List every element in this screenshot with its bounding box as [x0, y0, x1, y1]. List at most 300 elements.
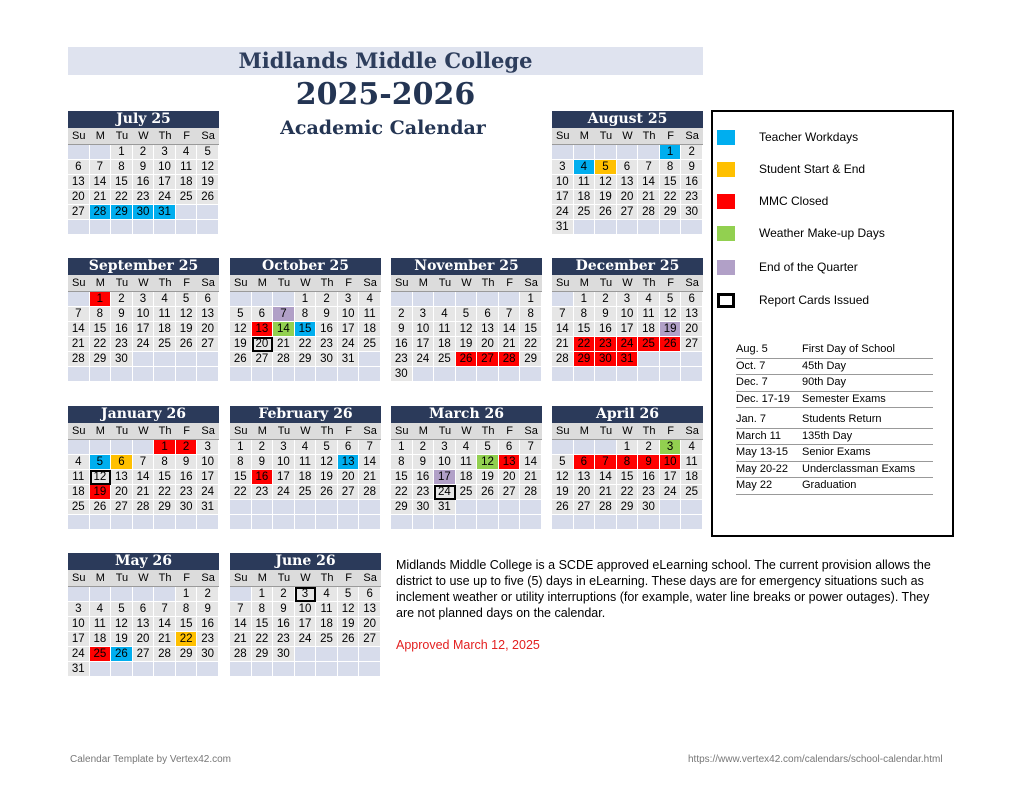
month-10 [68, 553, 219, 677]
weekday-label: Su [234, 277, 248, 289]
day-cell: 14 [90, 175, 112, 190]
day-cell: 1 [660, 145, 682, 160]
empty-cell [338, 500, 360, 515]
day-cell: 29 [574, 352, 596, 367]
empty-cell [477, 292, 499, 307]
day-cell: 5 [197, 145, 219, 160]
day-cell: 21 [595, 485, 617, 500]
day-cell: 31 [434, 500, 456, 515]
day-cell: 19 [197, 175, 219, 190]
day-cell: 22 [295, 337, 317, 352]
day-cell: 26 [477, 485, 499, 500]
weekday-label: Su [395, 277, 409, 289]
day-cell: 3 [197, 440, 219, 455]
empty-cell [359, 500, 381, 515]
day-cell: 19 [595, 190, 617, 205]
day-cell: 9 [316, 307, 338, 322]
day-cell: 29 [617, 500, 639, 515]
empty-cell [499, 500, 521, 515]
day-cell: 15 [90, 322, 112, 337]
day-cell: 19 [230, 337, 252, 352]
day-cell: 3 [660, 440, 682, 455]
empty-cell [154, 220, 176, 235]
day-cell: 31 [552, 220, 574, 235]
day-cell: 10 [660, 455, 682, 470]
day-cell: 1 [520, 292, 542, 307]
weekday-label: M [95, 572, 105, 584]
day-cell: 18 [456, 470, 478, 485]
day-cell: 20 [338, 470, 360, 485]
empty-cell [273, 662, 295, 677]
weekday-label: Tu [599, 130, 613, 142]
day-cell: 4 [456, 440, 478, 455]
day-cell: 31 [197, 500, 219, 515]
day-cell: 30 [413, 500, 435, 515]
weekday-label: Su [72, 130, 86, 142]
day-cell: 6 [499, 440, 521, 455]
day-cell: 13 [574, 470, 596, 485]
day-cell: 19 [111, 632, 133, 647]
event-name: Students Return [802, 413, 882, 425]
empty-cell [68, 587, 90, 602]
empty-cell [90, 367, 112, 382]
weekday-label: Sa [363, 572, 377, 584]
day-cell: 8 [176, 602, 198, 617]
day-cell: 31 [154, 205, 176, 220]
empty-cell [68, 220, 90, 235]
day-cell: 2 [638, 440, 660, 455]
footer-url[interactable]: https://www.vertex42.com/calendars/school-calendar.html [688, 754, 943, 765]
day-cell: 22 [574, 337, 596, 352]
day-cell: 10 [413, 322, 435, 337]
weekday-label: Tu [277, 572, 291, 584]
day-cell: 24 [434, 485, 456, 500]
empty-cell [681, 367, 703, 382]
empty-cell [316, 515, 338, 530]
empty-cell [133, 352, 155, 367]
weekday-label: M [95, 425, 105, 437]
day-cell: 27 [197, 337, 219, 352]
empty-cell [316, 367, 338, 382]
day-cell: 3 [617, 292, 639, 307]
day-cell: 26 [197, 190, 219, 205]
empty-cell [230, 500, 252, 515]
day-cell: 28 [359, 485, 381, 500]
day-cell: 25 [638, 337, 660, 352]
day-cell: 4 [359, 292, 381, 307]
day-cell: 2 [391, 307, 413, 322]
weekday-header [68, 275, 219, 292]
empty-cell [520, 367, 542, 382]
day-cell: 29 [660, 205, 682, 220]
day-cell: 19 [456, 337, 478, 352]
empty-cell [273, 367, 295, 382]
weekday-label: W [138, 425, 149, 437]
day-cell: 11 [681, 455, 703, 470]
empty-cell [295, 367, 317, 382]
event-row [736, 429, 933, 446]
empty-cell [617, 220, 639, 235]
empty-cell [413, 292, 435, 307]
events-list [736, 342, 933, 495]
empty-cell [391, 515, 413, 530]
day-cell: 7 [638, 160, 660, 175]
empty-cell [499, 515, 521, 530]
day-cell: 28 [133, 500, 155, 515]
weekday-label: W [300, 572, 311, 584]
weekday-label: W [622, 130, 633, 142]
day-cell: 28 [638, 205, 660, 220]
empty-cell [295, 500, 317, 515]
weekday-header [391, 423, 542, 440]
day-cell: 28 [90, 205, 112, 220]
day-cell: 19 [176, 322, 198, 337]
empty-cell [499, 292, 521, 307]
empty-cell [391, 292, 413, 307]
empty-cell [230, 367, 252, 382]
day-cell: 23 [252, 485, 274, 500]
day-cell: 20 [68, 190, 90, 205]
day-cell: 20 [133, 632, 155, 647]
weekday-header [68, 128, 219, 145]
day-cell: 11 [154, 307, 176, 322]
day-cell: 5 [90, 455, 112, 470]
weekday-header [230, 423, 381, 440]
day-cell: 21 [552, 337, 574, 352]
day-cell: 24 [413, 352, 435, 367]
day-cell: 18 [295, 470, 317, 485]
day-cell: 28 [154, 647, 176, 662]
day-cell: 16 [111, 322, 133, 337]
empty-cell [154, 367, 176, 382]
month-6 [68, 406, 219, 530]
empty-cell [617, 367, 639, 382]
empty-cell [552, 145, 574, 160]
day-cell: 10 [68, 617, 90, 632]
weekday-label: Th [158, 425, 172, 437]
day-cell: 28 [552, 352, 574, 367]
day-cell: 13 [338, 455, 360, 470]
weekday-label: M [579, 425, 589, 437]
school-year: 2025-2026 [295, 77, 476, 112]
day-cell: 6 [617, 160, 639, 175]
day-cell: 28 [595, 500, 617, 515]
day-cell: 21 [638, 190, 660, 205]
day-cell: 12 [111, 617, 133, 632]
weekday-label: Tu [115, 130, 129, 142]
day-cell: 25 [359, 337, 381, 352]
day-cell: 11 [316, 602, 338, 617]
empty-cell [660, 515, 682, 530]
day-cell: 15 [176, 617, 198, 632]
legend-label: Report Cards Issued [759, 293, 870, 307]
day-cell: 12 [552, 470, 574, 485]
empty-cell [434, 292, 456, 307]
empty-cell [552, 367, 574, 382]
day-cell: 8 [295, 307, 317, 322]
day-cell: 16 [638, 470, 660, 485]
day-cell: 27 [359, 632, 381, 647]
day-cell: 24 [133, 337, 155, 352]
weekday-header [391, 275, 542, 292]
weekday-label: Sa [363, 425, 377, 437]
day-cell: 6 [197, 292, 219, 307]
empty-cell [176, 205, 198, 220]
month-title: December 25 [552, 258, 703, 275]
empty-cell [552, 292, 574, 307]
day-cell: 30 [638, 500, 660, 515]
day-cell: 17 [617, 322, 639, 337]
day-cell: 30 [197, 647, 219, 662]
weekday-label: Th [320, 277, 334, 289]
day-cell: 12 [595, 175, 617, 190]
day-cell: 27 [252, 352, 274, 367]
day-cell: 2 [681, 145, 703, 160]
month-2 [68, 258, 219, 382]
day-cell: 7 [499, 307, 521, 322]
day-cell: 1 [391, 440, 413, 455]
day-cell: 20 [111, 485, 133, 500]
legend-item [717, 258, 858, 276]
event-name: Senior Exams [802, 446, 871, 458]
empty-cell [111, 515, 133, 530]
day-cell: 26 [552, 500, 574, 515]
day-grid [68, 292, 219, 382]
day-cell: 18 [434, 337, 456, 352]
day-grid [230, 587, 381, 677]
weekday-label: F [667, 130, 674, 142]
day-cell: 4 [90, 602, 112, 617]
weekday-label: W [461, 425, 472, 437]
day-cell: 30 [176, 500, 198, 515]
day-cell: 19 [477, 470, 499, 485]
day-cell: 29 [391, 500, 413, 515]
day-cell: 23 [316, 337, 338, 352]
event-date: Oct. 7 [736, 359, 766, 372]
day-cell: 9 [391, 322, 413, 337]
day-cell: 6 [338, 440, 360, 455]
day-cell: 21 [133, 485, 155, 500]
day-cell: 23 [133, 190, 155, 205]
legend-label: MMC Closed [759, 194, 829, 208]
day-cell: 22 [617, 485, 639, 500]
day-cell: 12 [316, 455, 338, 470]
empty-cell [552, 440, 574, 455]
day-cell: 15 [391, 470, 413, 485]
event-date: March 11 [736, 429, 782, 442]
day-cell: 26 [111, 647, 133, 662]
day-cell: 11 [90, 617, 112, 632]
month-1 [552, 111, 703, 235]
day-cell: 8 [574, 307, 596, 322]
day-cell: 24 [338, 337, 360, 352]
day-cell: 8 [520, 307, 542, 322]
day-cell: 2 [316, 292, 338, 307]
day-cell: 2 [273, 587, 295, 602]
day-cell: 10 [273, 455, 295, 470]
event-row [736, 445, 933, 462]
empty-cell [477, 500, 499, 515]
day-cell: 14 [520, 455, 542, 470]
day-cell: 7 [359, 440, 381, 455]
empty-cell [154, 662, 176, 677]
empty-cell [273, 515, 295, 530]
empty-cell [574, 220, 596, 235]
day-cell: 21 [68, 337, 90, 352]
day-cell: 10 [197, 455, 219, 470]
day-cell: 13 [252, 322, 274, 337]
weekday-label: Su [395, 425, 409, 437]
day-cell: 22 [391, 485, 413, 500]
day-cell: 5 [230, 307, 252, 322]
weekday-label: Sa [201, 425, 215, 437]
day-cell: 3 [273, 440, 295, 455]
day-cell: 5 [595, 160, 617, 175]
weekday-label: Th [642, 277, 656, 289]
day-cell: 18 [90, 632, 112, 647]
event-row [736, 392, 933, 409]
empty-cell [111, 662, 133, 677]
day-cell: 13 [197, 307, 219, 322]
day-cell: 6 [574, 455, 596, 470]
day-cell: 8 [617, 455, 639, 470]
weekday-label: Th [158, 277, 172, 289]
day-cell: 13 [133, 617, 155, 632]
day-cell: 12 [477, 455, 499, 470]
day-cell: 8 [111, 160, 133, 175]
day-cell: 21 [520, 470, 542, 485]
day-cell: 24 [197, 485, 219, 500]
day-cell: 12 [456, 322, 478, 337]
empty-cell [68, 367, 90, 382]
weekday-label: W [300, 277, 311, 289]
empty-cell [111, 220, 133, 235]
event-row [736, 412, 933, 429]
day-cell: 16 [681, 175, 703, 190]
event-name: 90th Day [802, 376, 847, 388]
day-grid [552, 292, 703, 382]
empty-cell [359, 352, 381, 367]
day-cell: 18 [681, 470, 703, 485]
day-cell: 21 [499, 337, 521, 352]
empty-cell [230, 587, 252, 602]
weekday-label: F [345, 277, 352, 289]
day-cell: 1 [617, 440, 639, 455]
weekday-label: Tu [438, 277, 452, 289]
month-title: July 25 [68, 111, 219, 128]
legend-item [717, 192, 828, 210]
day-cell: 27 [477, 352, 499, 367]
empty-cell [574, 367, 596, 382]
day-cell: 7 [552, 307, 574, 322]
empty-cell [316, 500, 338, 515]
day-cell: 26 [230, 352, 252, 367]
day-cell: 7 [230, 602, 252, 617]
day-cell: 4 [154, 292, 176, 307]
weekday-header [552, 128, 703, 145]
day-cell: 25 [316, 632, 338, 647]
day-cell: 21 [273, 337, 295, 352]
empty-cell [456, 515, 478, 530]
weekday-label: M [579, 130, 589, 142]
weekday-label: F [183, 425, 190, 437]
day-grid [68, 587, 219, 677]
day-cell: 15 [660, 175, 682, 190]
day-cell: 23 [391, 352, 413, 367]
weekday-header [552, 423, 703, 440]
day-cell: 21 [154, 632, 176, 647]
day-cell: 5 [660, 292, 682, 307]
day-cell: 5 [456, 307, 478, 322]
empty-cell [68, 145, 90, 160]
events-fall [736, 342, 933, 408]
day-cell: 8 [252, 602, 274, 617]
day-cell: 7 [154, 602, 176, 617]
empty-cell [252, 367, 274, 382]
event-name: 45th Day [802, 359, 847, 372]
day-cell: 26 [595, 205, 617, 220]
day-cell: 4 [68, 455, 90, 470]
empty-cell [197, 205, 219, 220]
day-cell: 12 [197, 160, 219, 175]
weekday-label: M [257, 277, 267, 289]
day-cell: 10 [617, 307, 639, 322]
empty-cell [90, 587, 112, 602]
event-row [736, 375, 933, 392]
weekday-label: Sa [685, 425, 699, 437]
day-cell: 17 [273, 470, 295, 485]
empty-cell [520, 515, 542, 530]
day-cell: 19 [660, 322, 682, 337]
weekday-label: W [622, 277, 633, 289]
day-cell: 21 [90, 190, 112, 205]
day-cell: 10 [133, 307, 155, 322]
empty-cell [338, 647, 360, 662]
empty-cell [316, 662, 338, 677]
weekday-label: Tu [599, 277, 613, 289]
empty-cell [338, 515, 360, 530]
day-cell: 14 [638, 175, 660, 190]
event-date: Dec. 17-19 [736, 392, 790, 405]
empty-cell [681, 515, 703, 530]
empty-cell [252, 500, 274, 515]
weekday-label: Su [556, 425, 570, 437]
legend-swatch [717, 162, 735, 177]
month-title: January 26 [68, 406, 219, 423]
legend-swatch [717, 226, 735, 241]
month-title: November 25 [391, 258, 542, 275]
day-cell: 5 [477, 440, 499, 455]
day-cell: 20 [574, 485, 596, 500]
day-cell: 23 [273, 632, 295, 647]
event-name: Semester Exams [802, 392, 886, 405]
day-cell: 6 [359, 587, 381, 602]
empty-cell [617, 145, 639, 160]
day-cell: 15 [617, 470, 639, 485]
day-cell: 24 [552, 205, 574, 220]
day-cell: 10 [434, 455, 456, 470]
empty-cell [359, 515, 381, 530]
day-cell: 5 [338, 587, 360, 602]
day-cell: 3 [413, 307, 435, 322]
empty-cell [90, 220, 112, 235]
day-cell: 17 [154, 175, 176, 190]
day-cell: 7 [133, 455, 155, 470]
day-cell: 8 [660, 160, 682, 175]
weekday-label: Th [642, 425, 656, 437]
empty-cell [295, 515, 317, 530]
empty-cell [434, 515, 456, 530]
